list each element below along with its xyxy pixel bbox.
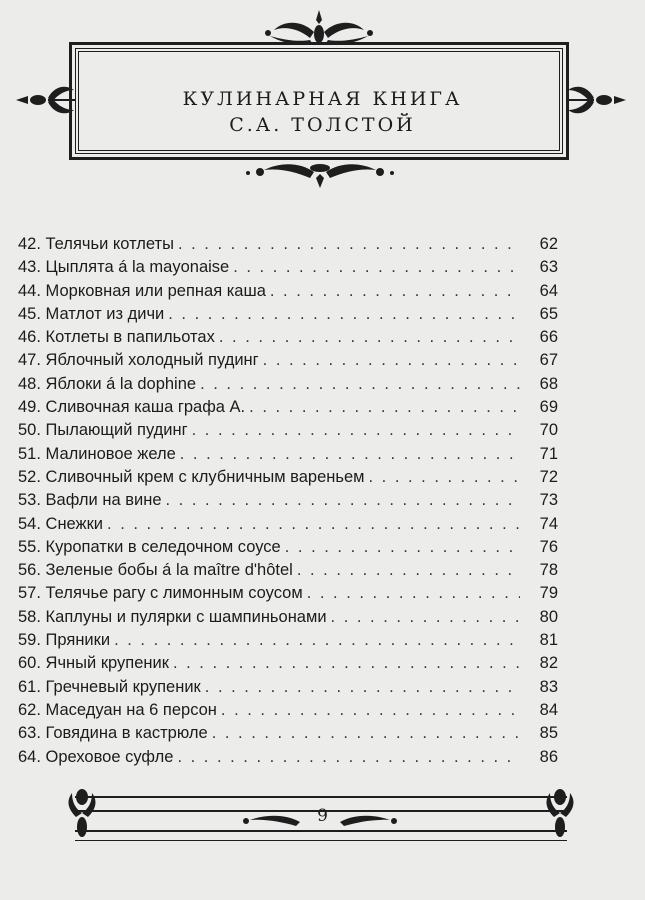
toc-entry-number: 59. bbox=[18, 631, 41, 650]
toc-entry-title: Говядина в кастрюле bbox=[45, 724, 208, 743]
toc-entry-leader-dots bbox=[180, 443, 520, 466]
page-number: 9 bbox=[317, 806, 328, 826]
toc-entry-number: 52. bbox=[18, 467, 41, 486]
toc-entry-leader-dots bbox=[297, 559, 520, 582]
toc-entry-page: 76 bbox=[539, 537, 558, 556]
toc-entry-number: 57. bbox=[18, 584, 41, 603]
top-flourish-ornament bbox=[254, 6, 384, 46]
toc-entry-leader-dots bbox=[114, 629, 520, 652]
toc-entry-page: 62 bbox=[539, 235, 558, 253]
toc-entry bbox=[18, 652, 558, 675]
toc-entry-leader-dots bbox=[233, 256, 520, 279]
toc-entry-page: 66 bbox=[539, 328, 558, 347]
toc-entry-leader-dots bbox=[221, 699, 520, 722]
toc-entry-number: 49. bbox=[18, 398, 41, 417]
toc-entry-leader-dots bbox=[168, 303, 520, 326]
toc-entry bbox=[18, 489, 558, 512]
toc-entry-number: 61. bbox=[18, 677, 41, 696]
toc-entry-page: 79 bbox=[539, 584, 558, 603]
toc-entry-title: Яблочный холодный пудинг bbox=[45, 351, 259, 370]
toc-entry-page: 80 bbox=[539, 607, 558, 626]
toc-entry-number: 60. bbox=[18, 654, 41, 673]
toc-entry-title: Куропатки в селедочном соусе bbox=[45, 537, 281, 556]
toc-entry bbox=[18, 280, 558, 303]
toc-entry-page: 85 bbox=[539, 724, 558, 743]
toc-entry-title: Телячье рагу с лимонным соусом bbox=[45, 584, 303, 603]
toc-entry-number: 51. bbox=[18, 444, 41, 463]
toc-entry-leader-dots bbox=[173, 652, 520, 675]
toc-entry-number: 63. bbox=[18, 724, 41, 743]
toc-entry-page: 74 bbox=[539, 514, 558, 533]
toc-entry-number: 47. bbox=[18, 351, 41, 370]
toc-entry-page: 69 bbox=[539, 398, 558, 417]
toc-entry-leader-dots bbox=[249, 396, 520, 419]
toc-entry-number: 43. bbox=[18, 258, 41, 277]
toc-entry bbox=[18, 559, 558, 582]
toc-entry-page: 86 bbox=[539, 747, 558, 766]
toc-entry-title: Каплуны и пулярки с шампиньонами bbox=[45, 607, 327, 626]
toc-entry bbox=[18, 629, 558, 652]
toc-entry-title: Морковная или репная каша bbox=[45, 281, 266, 300]
toc-entry-title: Котлеты в папильотах bbox=[45, 328, 215, 347]
toc-entry-number: 58. bbox=[18, 607, 41, 626]
toc-entry bbox=[18, 699, 558, 722]
toc-entry bbox=[18, 582, 558, 605]
toc-entry bbox=[18, 746, 558, 769]
toc-entry-page: 67 bbox=[539, 351, 558, 370]
toc-entry bbox=[18, 373, 558, 396]
toc-entry-title: Телячьи котлеты bbox=[45, 235, 174, 253]
toc-entry-leader-dots bbox=[166, 489, 521, 512]
toc-entry-page: 65 bbox=[539, 304, 558, 323]
toc-entry-leader-dots bbox=[331, 606, 520, 629]
toc-entry-leader-dots bbox=[285, 536, 520, 559]
toc-entry bbox=[18, 606, 558, 629]
toc-entry-number: 42. bbox=[18, 235, 41, 253]
toc-entry-page: 82 bbox=[539, 654, 558, 673]
toc-entry-title: Пылающий пудинг bbox=[45, 421, 188, 440]
toc-entry-page: 70 bbox=[539, 421, 558, 440]
toc-entry-number: 46. bbox=[18, 328, 41, 347]
toc-entry bbox=[18, 466, 558, 489]
toc-entry-number: 64. bbox=[18, 747, 41, 766]
table-of-contents bbox=[18, 233, 558, 769]
toc-entry-leader-dots bbox=[200, 373, 520, 396]
toc-entry-page: 73 bbox=[539, 491, 558, 510]
toc-entry-title: Матлот из дичи bbox=[45, 304, 165, 323]
toc-entry-title: Малиновое желе bbox=[45, 444, 176, 463]
toc-entry-page: 83 bbox=[539, 677, 558, 696]
toc-entry-number: 56. bbox=[18, 561, 41, 580]
toc-entry-page: 72 bbox=[539, 467, 558, 486]
toc-entry-title: Ореховое суфле bbox=[45, 747, 174, 766]
toc-entry-leader-dots bbox=[368, 466, 520, 489]
toc-entry-title: Гречневый крупеник bbox=[45, 677, 201, 696]
toc-entry bbox=[18, 256, 558, 279]
toc-entry bbox=[18, 349, 558, 372]
toc-entry-page: 84 bbox=[539, 700, 558, 719]
toc-entry-leader-dots bbox=[270, 280, 520, 303]
toc-entry-page: 71 bbox=[539, 444, 558, 463]
toc-entry-number: 62. bbox=[18, 700, 41, 719]
header-bottom-flourish-ornament bbox=[240, 160, 400, 190]
toc-entry-number: 54. bbox=[18, 514, 41, 533]
toc-entry-title: Маседуан на 6 персон bbox=[45, 700, 217, 719]
toc-entry-page: 64 bbox=[539, 281, 558, 300]
toc-entry-number: 44. bbox=[18, 281, 41, 300]
toc-entry-number: 55. bbox=[18, 537, 41, 556]
toc-entry-number: 48. bbox=[18, 374, 41, 393]
toc-entry-title: Сливочная каша графа А. bbox=[45, 398, 246, 417]
toc-entry-leader-dots bbox=[219, 326, 520, 349]
toc-entry-leader-dots bbox=[178, 233, 520, 256]
toc-entry bbox=[18, 443, 558, 466]
toc-entry-number: 50. bbox=[18, 421, 41, 440]
toc-entry-leader-dots bbox=[192, 419, 520, 442]
toc-entry-title: Вафли на вине bbox=[45, 491, 162, 510]
toc-entry-number: 53. bbox=[18, 491, 41, 510]
toc-entry bbox=[18, 419, 558, 442]
toc-entry-leader-dots bbox=[263, 349, 520, 372]
toc-entry bbox=[18, 233, 558, 256]
toc-entry bbox=[18, 722, 558, 745]
toc-entry-title: Сливочный крем с клубничным вареньем bbox=[45, 467, 365, 486]
toc-entry-page: 68 bbox=[539, 374, 558, 393]
toc-entry-number: 45. bbox=[18, 304, 41, 323]
toc-entry-leader-dots bbox=[307, 582, 520, 605]
toc-entry-title: Пряники bbox=[45, 631, 111, 650]
toc-entry bbox=[18, 396, 558, 419]
toc-entry-title: Зеленые бобы á la maître d'hôtel bbox=[45, 561, 293, 580]
toc-entry-title: Ячный крупеник bbox=[45, 654, 169, 673]
toc-entry-leader-dots bbox=[177, 746, 520, 769]
footer-rule-bottom bbox=[75, 830, 567, 841]
toc-entry bbox=[18, 536, 558, 559]
toc-entry-title: Снежки bbox=[45, 514, 104, 533]
toc-entry-leader-dots bbox=[107, 513, 520, 536]
toc-entry-leader-dots bbox=[205, 676, 520, 699]
toc-entry-page: 63 bbox=[539, 258, 558, 277]
toc-entry-page: 78 bbox=[539, 561, 558, 580]
toc-entry bbox=[18, 676, 558, 699]
book-title: КУЛИНАРНАЯ КНИГА bbox=[182, 88, 463, 110]
toc-entry bbox=[18, 513, 558, 536]
toc-entry-page: 81 bbox=[539, 631, 558, 650]
toc-entry bbox=[18, 303, 558, 326]
toc-entry-title: Цыплята á la mayonaise bbox=[45, 258, 230, 277]
toc-entry bbox=[18, 326, 558, 349]
toc-entry-leader-dots bbox=[212, 722, 520, 745]
toc-entry-title: Яблоки á la dophine bbox=[45, 374, 197, 393]
book-author: С.А. ТОЛСТОЙ bbox=[229, 114, 416, 136]
